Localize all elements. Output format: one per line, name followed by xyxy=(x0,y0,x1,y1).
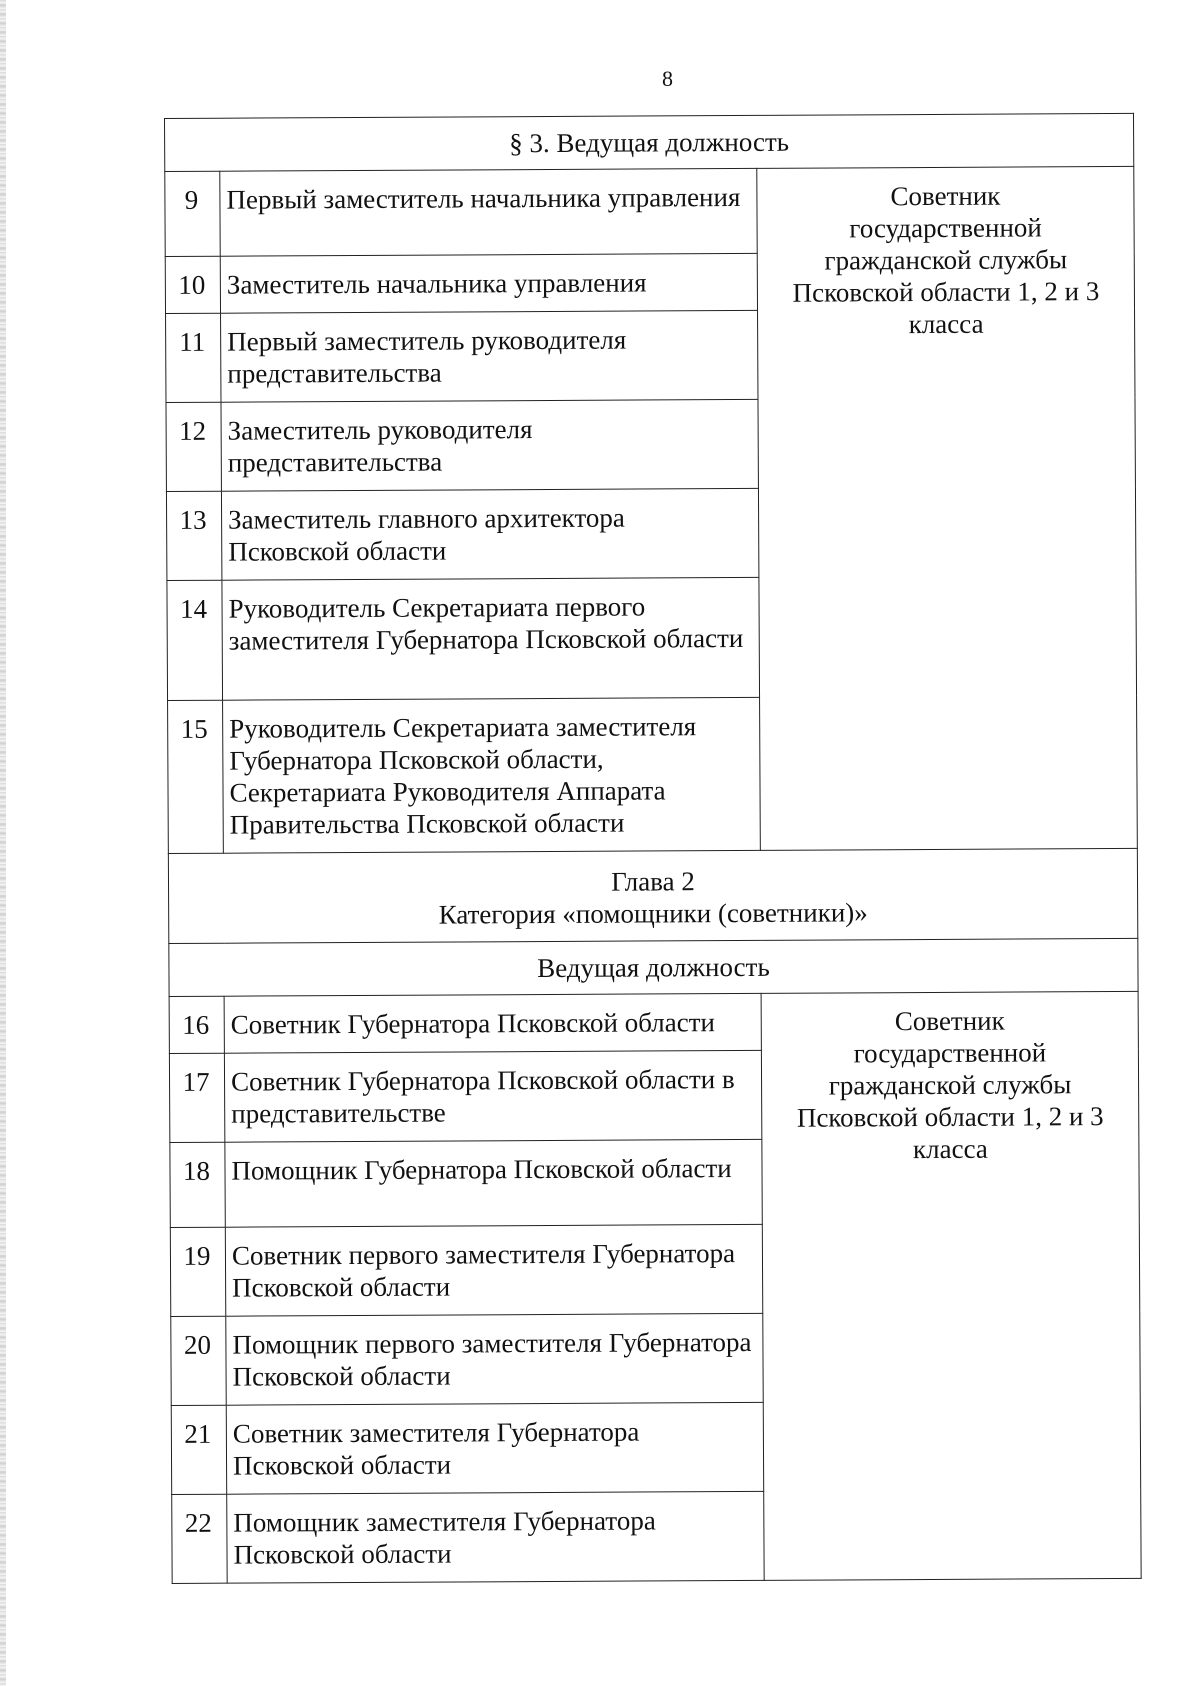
row-number: 13 xyxy=(166,491,221,580)
row-number: 21 xyxy=(171,1405,226,1494)
position-title: Первый заместитель руководителя представительства xyxy=(221,310,758,402)
class-rank-line: Советник xyxy=(890,180,1001,212)
chapter-heading-row xyxy=(168,848,1137,943)
class-rank-cell xyxy=(757,166,1138,850)
position-title: Первый заместитель начальника управления xyxy=(220,168,757,256)
row-number: 15 xyxy=(168,700,224,853)
row-number: 16 xyxy=(169,996,224,1053)
class-rank-line: гражданской службы xyxy=(828,1069,1072,1101)
position-title: Помощник заместителя Губернатора Псковской области xyxy=(227,1491,764,1583)
section-heading: Ведущая должность xyxy=(169,938,1138,996)
table-row xyxy=(169,991,1138,1053)
position-title: Заместитель начальника управления xyxy=(220,253,757,313)
position-title: Советник Губернатора Псковской области в представительстве xyxy=(224,1050,761,1142)
row-number: 10 xyxy=(165,256,220,313)
row-number: 20 xyxy=(171,1316,226,1405)
positions-table xyxy=(164,113,1142,1584)
position-title: Помощник первого заместителя Губернатора Псковской области xyxy=(226,1313,763,1405)
section-heading-row xyxy=(165,113,1134,171)
position-title: Советник первого заместителя Губернатора Псковской области xyxy=(225,1224,762,1316)
position-title: Советник заместителя Губернатора Псковской области xyxy=(226,1402,763,1494)
position-title: Помощник Губернатора Псковской области xyxy=(225,1139,762,1227)
table-row xyxy=(165,166,1134,256)
row-number: 11 xyxy=(166,313,221,402)
row-number: 17 xyxy=(169,1053,224,1142)
position-title: Руководитель Секретариата заместителя Губернатора Псковской области, Секретариата Руководителя Аппарата Правительства Псковской области xyxy=(223,697,761,853)
section-heading: § 3. Ведущая должность xyxy=(165,113,1134,171)
class-rank-line: Советник xyxy=(894,1005,1005,1037)
section-heading-row xyxy=(169,938,1138,996)
position-title: Заместитель главного архитектора Псковской области xyxy=(221,488,758,580)
row-number: 19 xyxy=(170,1227,225,1316)
scan-edge xyxy=(0,0,6,1686)
class-rank-line: государственной xyxy=(849,212,1042,244)
class-rank-line: класса xyxy=(912,1133,988,1165)
row-number: 18 xyxy=(170,1142,225,1227)
position-title: Заместитель руководителя представительства xyxy=(221,399,758,491)
row-number: 14 xyxy=(167,580,223,700)
chapter-subtitle: Категория «помощники (советники)» xyxy=(438,896,868,930)
row-number: 12 xyxy=(166,402,221,491)
row-number: 22 xyxy=(172,1494,227,1583)
position-title: Советник Губернатора Псковской области xyxy=(224,993,761,1053)
class-rank-line: Псковской области 1, 2 и 3 xyxy=(792,276,1100,308)
class-rank-line: гражданской службы xyxy=(824,244,1068,276)
class-rank-line: класса xyxy=(908,308,984,340)
chapter-title: Глава 2 xyxy=(611,865,695,897)
class-rank-cell xyxy=(761,991,1141,1580)
chapter-heading xyxy=(168,848,1137,943)
row-number: 9 xyxy=(165,171,220,256)
page-number: 8 xyxy=(662,66,673,91)
class-rank-line: Псковской области 1, 2 и 3 xyxy=(796,1101,1104,1133)
position-title: Руководитель Секретариата первого заместителя Губернатора Псковской области xyxy=(222,577,760,700)
class-rank-line: государственной xyxy=(853,1037,1047,1069)
